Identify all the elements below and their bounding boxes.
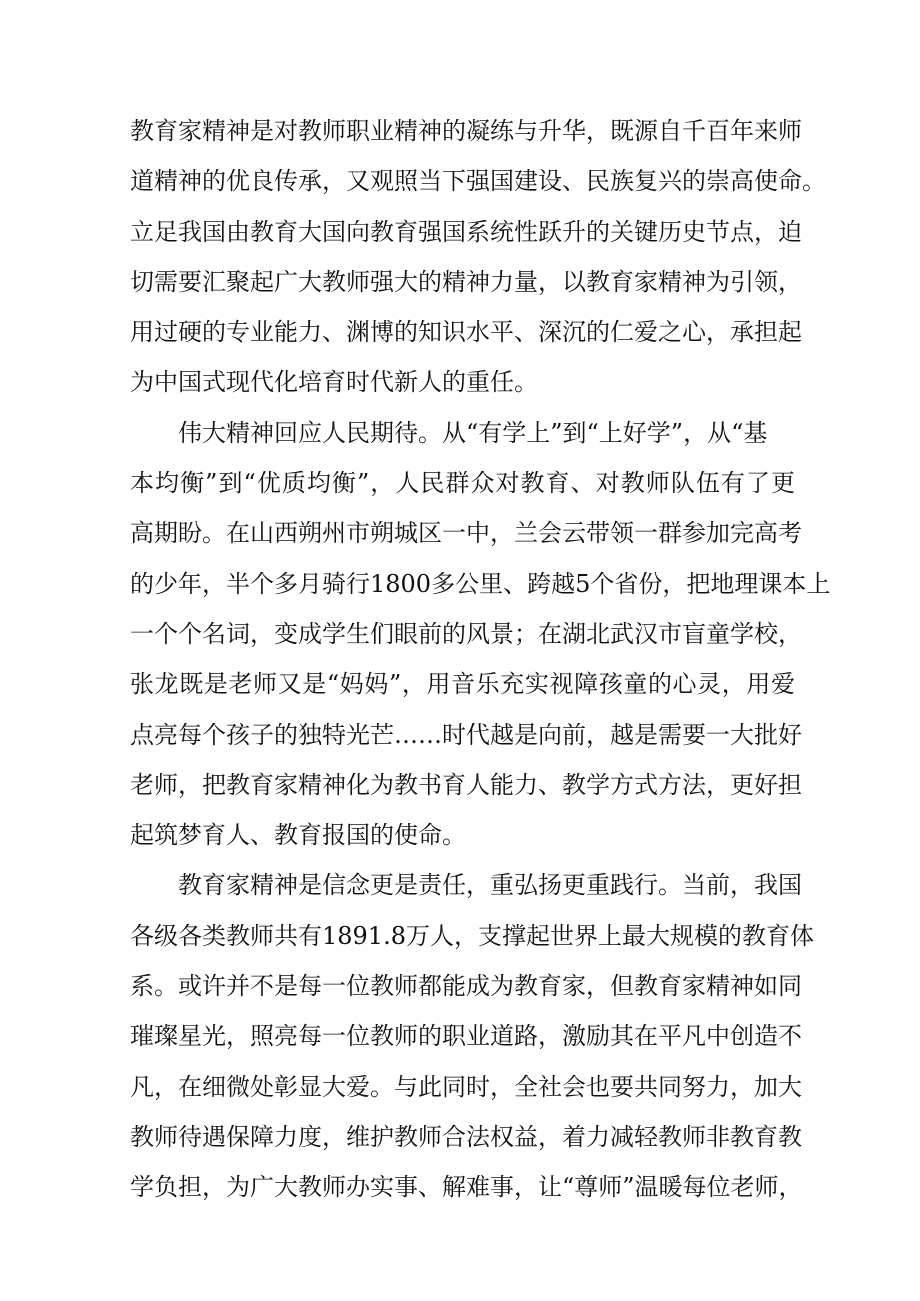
paragraph-line: 切需要汇聚起广大教师强大的精神力量，以教育家精神为引领，: [130, 267, 802, 296]
paragraph-line: 教育家精神是信念更是责任，重弘扬更重践行。当前，我国: [178, 871, 802, 900]
paragraph-line: 用过硬的专业能力、渊博的知识水平、深沉的仁爱之心，承担起: [130, 318, 802, 347]
paragraph-line: 各级各类教师共有1891.8万人，支撑起世界上最大规模的教育体: [130, 921, 814, 950]
paragraph-line: 张龙既是老师又是“妈妈”，用音乐充实视障孩童的心灵，用爱: [130, 670, 795, 699]
paragraph-1: [130, 106, 826, 408]
paragraph-line: 高期盼。在山西朔州市朔城区一中，兰会云带领一群参加完高考: [130, 519, 802, 548]
paragraph-line: 伟大精神回应人民期待。从“有学上”到“上好学”，从“基: [178, 418, 768, 447]
paragraph-line: 一个个名词，变成学生们眼前的风景；在湖北武汉市盲童学校，: [130, 619, 802, 648]
paragraph-3: [130, 860, 814, 1212]
paragraph-line: 璀璨星光，照亮每一位教师的职业道路，激励其在平凡中创造不: [130, 1022, 802, 1051]
paragraph-line: 道精神的优良传承，又观照当下强国建设、民族复兴的崇高使命。: [130, 167, 826, 196]
paragraph-line: 点亮每个孩子的独特光芒……时代越是向前，越是需要一大批好: [130, 720, 802, 749]
paragraph-line: 本均衡”到“优质均衡”，人民群众对教育、对教师队伍有了更: [130, 469, 795, 498]
paragraph-line: 起筑梦育人、教育报国的使命。: [130, 821, 466, 850]
paragraph-line: 系。或许并不是每一位教师都能成为教育家，但教育家精神如同: [130, 972, 802, 1001]
paragraph-line: 学负担，为广大教师办实事、解难事，让“尊师”温暖每位老师，: [130, 1173, 803, 1202]
paragraph-line: 的少年，半个多月骑行1800多公里、跨越5个省份，把地理课本上: [130, 569, 831, 598]
paragraph-line: 教育家精神是对教师职业精神的凝练与升华，既源自千百年来师: [130, 117, 802, 145]
paragraph-line: 凡，在细微处彰显大爱。与此同时，全社会也要共同努力，加大: [130, 1072, 802, 1101]
article-body: [130, 106, 831, 1213]
paragraph-line: 老师，把教育家精神化为教书育人能力、教学方式方法，更好担: [130, 770, 802, 799]
paragraph-2: [130, 408, 831, 861]
paragraph-line: 立足我国由教育大国向教育强国系统性跃升的关键历史节点，迫: [130, 217, 802, 246]
paragraph-line: 为中国式现代化培育时代新人的重任。: [130, 368, 538, 397]
paragraph-line: 教师待遇保障力度，维护教师合法权益，着力减轻教师非教育教: [130, 1122, 802, 1151]
